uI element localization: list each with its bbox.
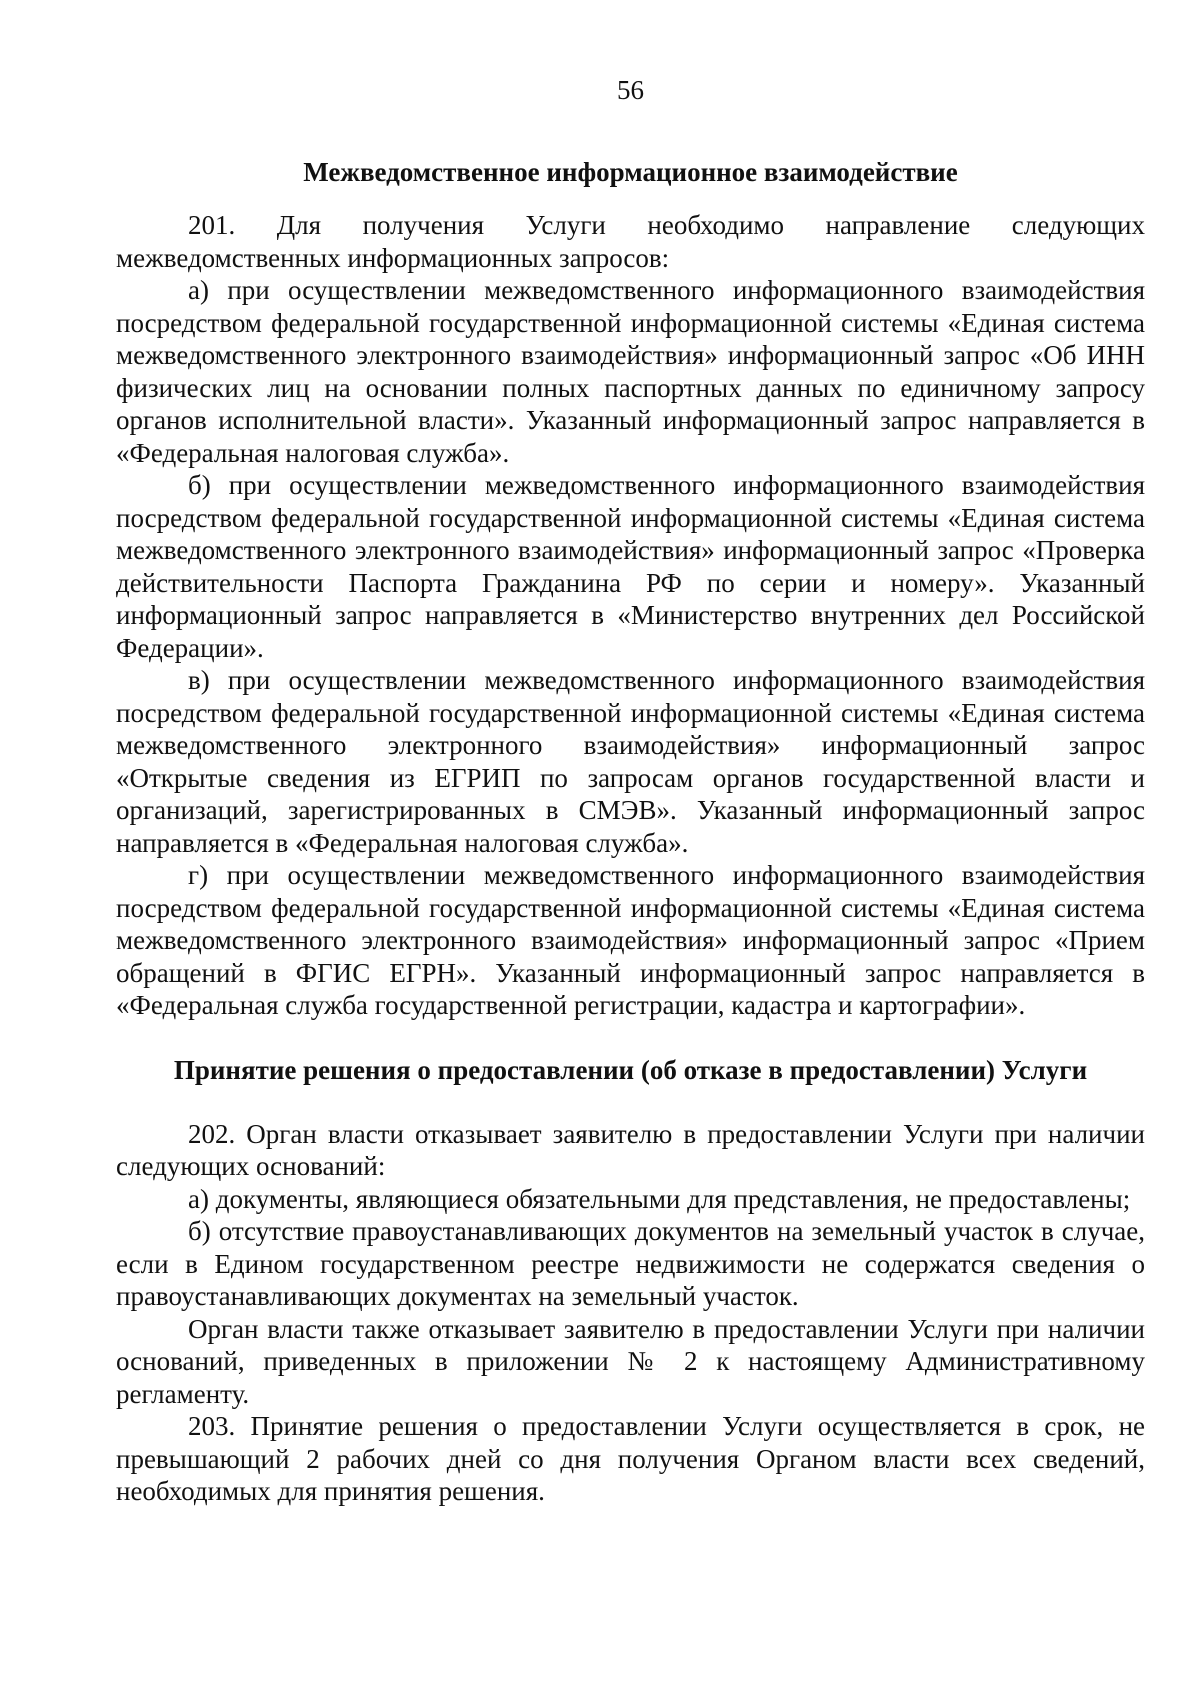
document-page	[116, 70, 1145, 1508]
section-interagency-interaction	[116, 152, 1145, 1022]
paragraph-203: 203. Принятие решения о предоставлении Услуги осуществляется в срок, не превышающий 2 рабочих дней со дня получения Органом власти всех сведений, необходимых для принятия решения.	[116, 1411, 1145, 1506]
paragraph-201-v: в) при осуществлении межведомственного информационного взаимодействия посредством федеральной государственной информационной системы «Единая система межведомственного электронного взаимодействия» информационный запрос «Открытые сведения из ЕГРИП по запросам органов государственной власти и организаций, зарегистрированных в СМЭВ». Указанный информационный запрос направляется в «Федеральная налоговая служба».	[116, 665, 1145, 858]
paragraph-201-b: б) при осуществлении межведомственного информационного взаимодействия посредством федеральной государственной информационной системы «Единая система межведомственного электронного взаимодействия» информационный запрос «Проверка действительности Паспорта Гражданина РФ по серии и номеру». Указанный информационный запрос направляется в «Министерство внутренних дел Российской Федерации».	[116, 470, 1145, 663]
paragraph-201-a: а) при осуществлении межведомственного информационного взаимодействия посредством федеральной государственной информационной системы «Единая система межведомственного электронного взаимодействия» информационный запрос «Об ИНН физических лиц на основании полных паспортных данных по единичному запросу органов исполнительной власти». Указанный информационный запрос направляется в «Федеральная налоговая служба».	[116, 275, 1145, 468]
paragraph-202-b: б) отсутствие правоустанавливающих документов на земельный участок в случае, если в Едином государственном реестре недвижимости не содержатся сведения о правоустанавливающих документах на земельный участок.	[116, 1216, 1145, 1311]
paragraph-201: 201. Для получения Услуги необходимо направление следующих межведомственных информационных запросов:	[116, 210, 1145, 273]
section-heading: Межведомственное информационное взаимодействие	[303, 157, 958, 187]
paragraph-202-also: Орган власти также отказывает заявителю в предоставлении Услуги при наличии оснований, приведенных в приложении № 2 к настоящему Административному регламенту.	[116, 1313, 1145, 1409]
section-heading: Принятие решения о предоставлении (об отказе в предоставлении) Услуги	[173, 1054, 1088, 1085]
paragraph-202: 202. Орган власти отказывает заявителю в предоставлении Услуги при наличии следующих оснований:	[116, 1118, 1145, 1181]
section-decision	[116, 1050, 1145, 1508]
paragraph-202-a: а) документы, являющиеся обязательными для представления, не предоставлены;	[188, 1183, 1131, 1214]
page-number: 56	[617, 75, 644, 105]
paragraph-201-g: г) при осуществлении межведомственного информационного взаимодействия посредством федеральной государственной информационной системы «Единая система межведомственного электронного взаимодействия» информационный запрос «Прием обращений в ФГИС ЕГРН». Указанный информационный запрос направляется в «Федеральная служба государственной регистрации, кадастра и картографии».	[116, 860, 1145, 1020]
